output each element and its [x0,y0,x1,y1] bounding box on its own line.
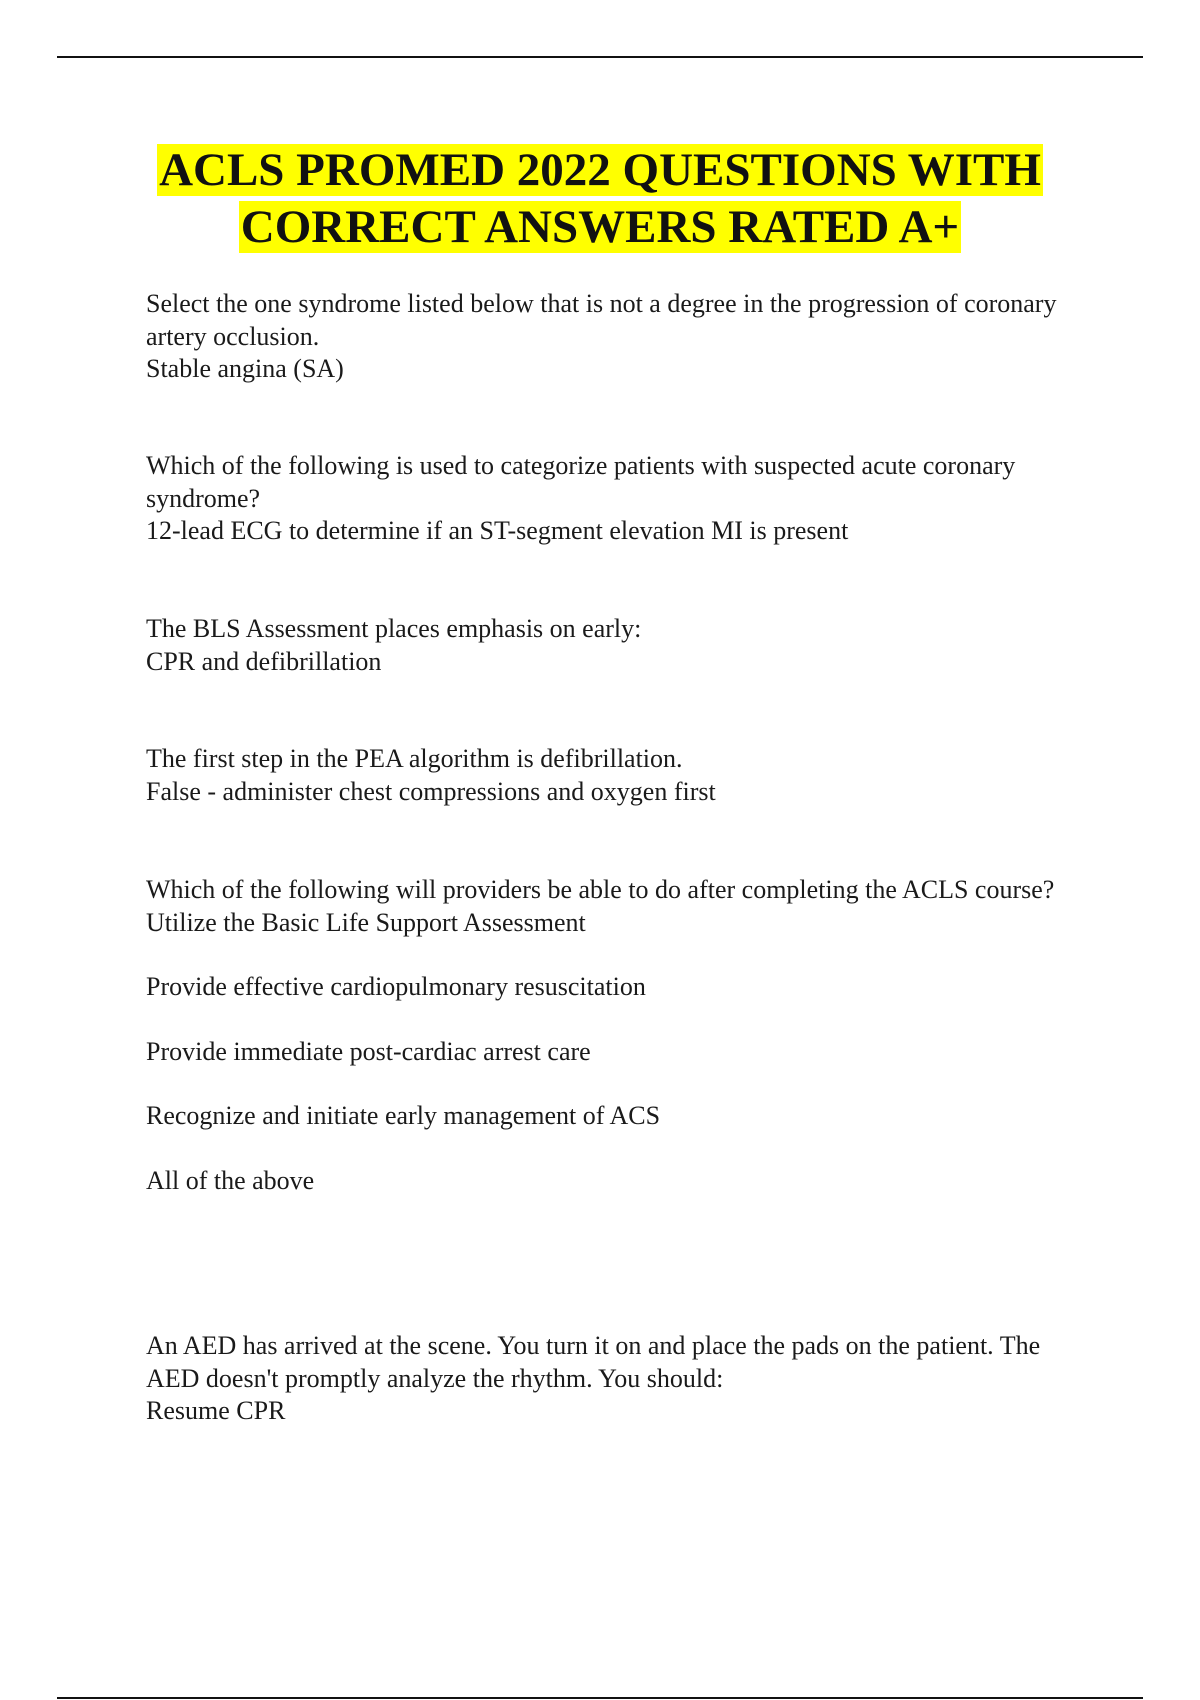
question-text: An AED has arrived at the scene. You turn it on and place the pads on the patient. The AED doesn't promptly analyze the rhythm. You should: [146,1331,1041,1393]
qa-item [146,450,1086,548]
answer-option: Provide immediate post-cardiac arrest care [146,1036,591,1066]
qa-item [146,743,1086,808]
question-text: Select the one syndrome listed below that is not a degree in the progression of coronary artery occlusion. [146,289,1057,351]
qa-item [146,874,1086,1197]
title-line-2: CORRECT ANSWERS RATED A+ [240,201,960,253]
question-text: Which of the following is used to categorize patients with suspected acute coronary syndrome? [146,451,1016,513]
top-rule [57,56,1143,58]
document-title [0,142,1200,256]
title-line-1: ACLS PROMED 2022 QUESTIONS WITH [159,144,1041,196]
answer-text: Resume CPR [146,1396,286,1425]
qa-item [146,613,1086,678]
answer-text: 12-lead ECG to determine if an ST-segment elevation MI is present [146,516,849,545]
question-text: Which of the following will providers be able to do after completing the ACLS course? [146,875,1055,904]
bottom-rule [57,1697,1143,1699]
answer-text: CPR and defibrillation [146,646,382,676]
answer-text: Stable angina (SA) [146,354,344,383]
question-text: The BLS Assessment places emphasis on early: [146,614,642,643]
answer-option: Provide effective cardiopulmonary resuscitation [146,972,646,1001]
question-text: The first step in the PEA algorithm is defibrillation. [146,744,683,773]
qa-item [146,288,1086,386]
answer-text: Utilize the Basic Life Support Assessment [146,907,586,937]
answer-text: False - administer chest compressions and oxygen first [146,776,716,806]
answer-option: All of the above [146,1165,315,1195]
answer-option: Recognize and initiate early management of ACS [146,1101,661,1130]
qa-item [146,1330,1086,1428]
